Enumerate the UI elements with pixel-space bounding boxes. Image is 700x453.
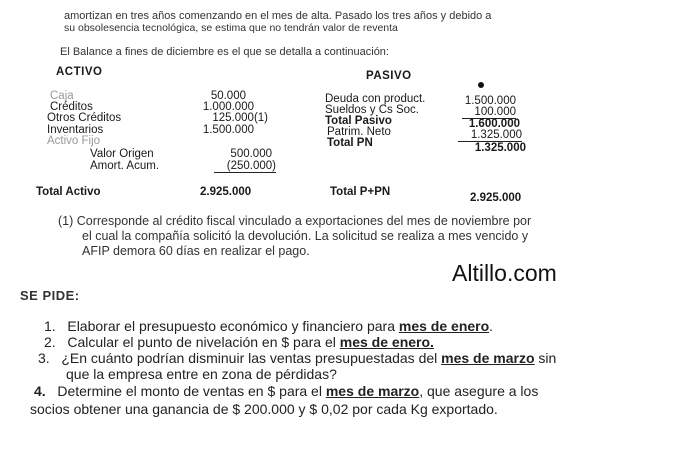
total-pn-label: Total PN [327,137,373,149]
task-emphasis: mes de marzo [325,383,420,399]
task-text-end: . [489,318,494,334]
activo-row-label: Créditos [50,101,93,113]
activo-row-label: Activo Fijo [47,135,101,147]
task-number: 1. [44,318,56,334]
watermark-text: Altillo.com [452,260,557,286]
task-emphasis: mes de enero [398,318,490,334]
activo-row-value: 1.000.000 [202,101,254,113]
task-text: Determine el monto de ventas en $ para el [57,383,326,399]
footnote-line-3: AFIP demora 60 días en realizar el pago. [82,244,310,258]
task-text-end: , que asegure a los [419,383,539,399]
task-emphasis: mes de enero. [339,334,434,350]
ink-dot [478,82,484,88]
task-item-3 [38,350,556,366]
amort-acum-value: (250.000) [214,160,276,173]
valor-origen-value: 500.000 [230,148,272,160]
pasivo-row-label: Sueldos y Cs Soc. [325,104,419,116]
pasivo-row-label: Deuda con product. [325,93,426,105]
balance-intro: El Balance a fines de diciembre es el que se detalla a continuación: [60,46,389,58]
activo-heading: ACTIVO [56,66,103,78]
total-activo-value: 2.925.000 [200,186,252,198]
activo-row-label: Caja [50,90,74,102]
intro-line-2: su obsolesencia tecnológica, se estima que no tendrán valor de reventa [64,22,398,34]
activo-row-value: 50.000 [210,90,246,102]
amort-acum-label: Amort. Acum. [90,160,160,172]
task-number: 2. [44,334,56,350]
task-text: Calcular el punto de nivelación en $ para el [67,334,340,350]
task-text: Elaborar el presupuesto económico y financiero para [67,318,399,334]
task-number: 3. [38,350,50,366]
se-pide-heading: SE PIDE: [20,288,80,303]
task-item-2 [44,334,434,350]
pasivo-row-value: 100.000 [462,106,516,119]
valor-origen-label: Valor Origen [90,148,154,160]
task-emphasis: mes de marzo [441,350,535,366]
activo-row-value: 125.000(1) [212,112,268,124]
task-text-end: sin [534,350,557,366]
total-activo-label: Total Activo [36,186,101,198]
pasivo-row-value: 1.325.000 [458,129,522,142]
activo-row-label: Inventarios [47,124,104,136]
task-text: ¿En cuánto podrían disminuir las ventas presupuestadas del [61,350,442,366]
footnote-line-2: el cual la compañía solicitó la devolución. La solicitud se realiza a mes vencido y [82,229,529,243]
activo-row-label: Otros Créditos [47,112,122,124]
pasivo-row-value: 1.500.000 [464,95,516,107]
total-pn-value: 1.325.000 [474,142,526,154]
total-p-pn-value: 2.925.000 [470,192,522,204]
total-pasivo-label: Total Pasivo [325,115,392,127]
task-item-3-continuation: que la empresa entre en zona de pérdidas? [66,366,337,382]
footnote-line-1: (1) Corresponde al crédito fiscal vinculado a exportaciones del mes de noviembre por [58,214,532,228]
task-item-4-continuation: socios obtener una ganancia de $ 200.000 y $ 0,02 por cada Kg exportado. [30,401,498,417]
pasivo-heading: PASIVO [366,70,412,82]
total-p-pn-label: Total P+PN [330,186,391,198]
total-pasivo-value: 1.600.000 [468,118,520,130]
intro-line-1: amortizan en tres años comenzando en el mes de alta. Pasado los tres años y debido a [64,10,492,22]
pasivo-row-label: Patrim. Neto [327,126,391,138]
task-item-1 [44,318,493,334]
task-item-4 [34,383,538,399]
task-number: 4. [34,383,46,399]
activo-row-value: 1.500.000 [202,124,254,136]
